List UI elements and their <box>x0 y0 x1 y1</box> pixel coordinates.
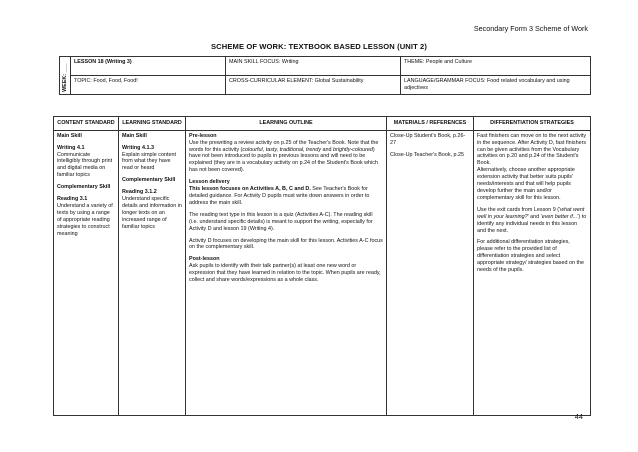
theme-label: THEME: People and Culture <box>404 59 473 65</box>
cs-writing-desc: Communicate intelligibly through print and digital media on familiar topics <box>57 151 113 179</box>
cs-reading: Reading 3.1 <box>57 196 88 203</box>
diff-text-2: Use the exit cards from Lesson 9 ('what went well in your learning?' and 'even better if...') to identify any individual needs in this lesson and the next. <box>477 206 587 234</box>
lesson-cell <box>71 57 226 76</box>
page-number: 44 <box>574 412 583 421</box>
main-skill-label: MAIN SKILL FOCUS: Writing <box>229 59 299 65</box>
post-lesson-text: Ask pupils to identify with their talk partner(s) at least one new word or expression that they have learned in relation to the topic. When pupils are ready, collect and share words/expressions as a whole class. <box>189 263 381 284</box>
theme-cell <box>401 57 591 76</box>
cs-main-skill: Main Skill <box>57 132 82 139</box>
ls-reading-desc: Understand specific details and information in longer texts on an increased range of familiar topics <box>122 196 182 230</box>
lesson-delivery-text-3: Activity D focuses on developing the main skill for this lesson. Activities A-C focus on the complementary skill. <box>189 237 383 251</box>
cs-reading-desc: Understand a variety of texts by using a range of appropriate reading strategies to construct meaning <box>57 203 113 237</box>
language-focus-cell <box>401 76 591 95</box>
ls-main-skill: Main Skill <box>122 132 147 139</box>
diff-text-1b: Alternatively, choose another appropriate extension activity that better suits pupils' needs/interests and that will help pupils develop further the main and/or complementary skill for this lesson. <box>477 167 575 201</box>
post-lesson-heading: Post-lesson <box>189 256 220 263</box>
week-cell <box>60 57 71 95</box>
differentiation-cell <box>474 130 591 415</box>
materials-cell <box>387 130 474 415</box>
lesson-info-table <box>59 56 591 95</box>
header-content-standard: CONTENT STANDARD <box>54 117 119 131</box>
diff-text-1a: Fast finishers can move on to the next activity in the sequence. After Activity D, fast finishers can be given activities from the Vocabulary activities on p.20 and p.24 of the Student's Book. <box>477 132 587 167</box>
lesson-label: LESSON 18 (Writing 3) <box>74 59 132 65</box>
ls-writing: Writing 4.1.3 <box>122 144 154 151</box>
lesson-delivery-heading: Lesson delivery <box>189 179 230 186</box>
material-teachers-book: Close-Up Teacher's Book, p.25 <box>390 151 465 158</box>
diff-text-3: For additional differentiation strategies, please refer to the provided list of differentiation strategies and select appropriate strategy/ strategies based on the needs of the pupils. <box>477 239 584 274</box>
header-learning-outline: LEARNING OUTLINE <box>186 117 387 131</box>
content-standard-cell <box>54 130 119 415</box>
lesson-plan-table <box>53 116 591 416</box>
page-title: SCHEME OF WORK: TEXTBOOK BASED LESSON (UNIT 2) <box>211 42 427 51</box>
ls-reading: Reading 3.1.2 <box>122 189 157 196</box>
header-materials: MATERIALS / REFERENCES <box>387 117 474 131</box>
pre-lesson-text: Use the prewriting a review activity on p.25 of the Teacher's Book. Note that the words for this activity (colourful, tasty, traditional, trendy and brightly-coloured) have not been introduced to pupils in previous lessons and will need to be explained (they are in a vocabulary activity on p.24 of the Student's Book which has not been covered). <box>189 139 379 174</box>
language-focus-label: LANGUAGE/GRAMMAR FOCUS: Food related vocabulary and using adjectives <box>404 78 570 91</box>
header-learning-standard: LEARNING STANDARD <box>119 117 186 131</box>
cross-curricular-label: CROSS-CURRICULAR ELEMENT: Global Sustainability <box>229 78 364 84</box>
topic-label: TOPIC: Food, Food, Food! <box>74 78 138 84</box>
document-header: Secondary Form 3 Scheme of Work <box>473 24 588 33</box>
cs-complementary: Complementary Skill <box>57 184 111 191</box>
header-differentiation: DIFFERENTIATION STRATEGIES <box>474 117 591 131</box>
learning-standard-cell <box>119 130 186 415</box>
week-label: WEEK: ___ <box>62 63 69 92</box>
material-students-book: Close-Up Student's Book, p.26-27 <box>390 132 466 146</box>
main-skill-cell <box>226 57 401 76</box>
learning-outline-cell <box>186 130 387 415</box>
lesson-delivery-text-2: The reading text type in this lesson is a quiz (Activities A-C). The reading skill (i.e. understand specific details) is meant to support the writing, especially for Activity D and lesson 19 (Writing 4). <box>189 211 373 232</box>
cross-curricular-cell <box>226 76 401 95</box>
pre-lesson-heading: Pre-lesson <box>189 132 217 139</box>
lesson-delivery-text: This lesson focuses on Activities A, B, C and D. See Teacher's Book for detailed guidance. For Activity D pupils must write down answers in order to address the main skill. <box>189 186 370 206</box>
cs-writing: Writing 4.1 <box>57 144 85 151</box>
ls-writing-desc: Explain simple content from what they have read or heard <box>122 151 176 172</box>
ls-complementary: Complementary Skill <box>122 177 176 184</box>
topic-cell <box>71 76 226 95</box>
